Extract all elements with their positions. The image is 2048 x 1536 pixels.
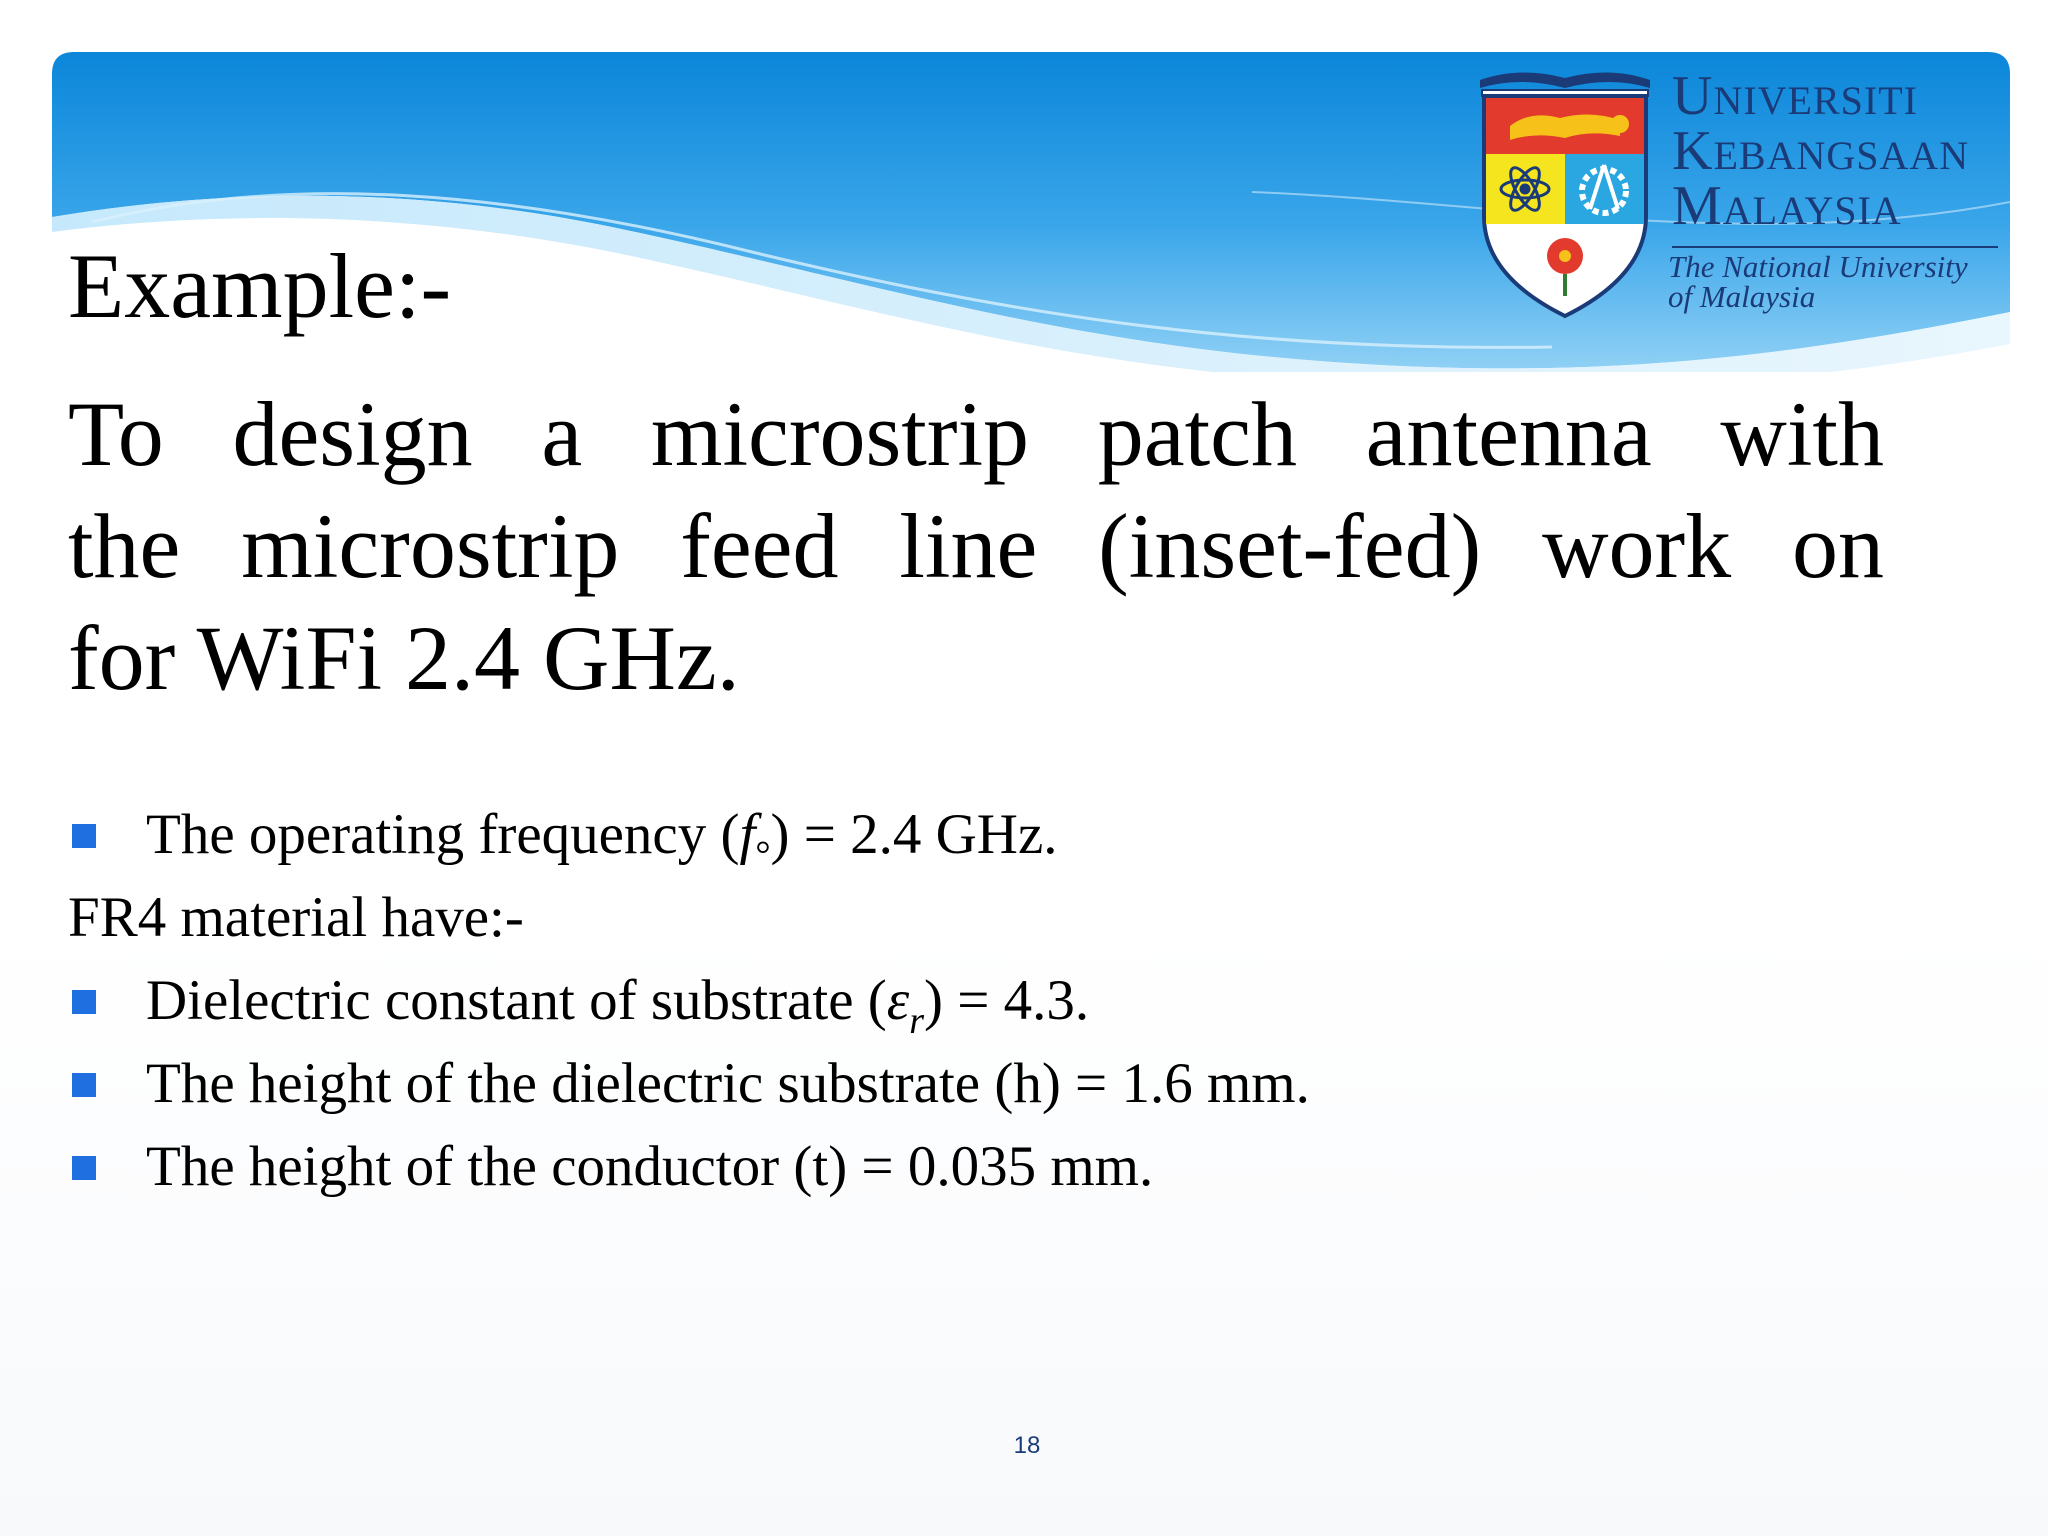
list-heading-fr4: FR4 material have:- — [68, 886, 524, 949]
parameter-list — [68, 800, 1868, 1215]
frequency-subscript: ° — [755, 834, 771, 876]
university-name — [1672, 65, 1970, 237]
university-name-line-3: MALAYSIA — [1672, 175, 1902, 237]
problem-statement-line-3: for WiFi 2.4 GHz. — [68, 607, 740, 709]
epsilon-subscript: r — [909, 1000, 924, 1042]
problem-statement-line-1: To design a microstrip patch antenna with — [68, 383, 1884, 485]
square-bullet-icon — [72, 824, 96, 848]
square-bullet-icon — [72, 1073, 96, 1097]
epsilon-symbol: ε — [886, 969, 910, 1032]
university-name-line-1: UNIVERSITI — [1672, 65, 1918, 127]
problem-statement — [68, 378, 1884, 714]
problem-statement-line-2: the microstrip feed line (inset-fed) work on — [68, 495, 1884, 597]
square-bullet-icon — [72, 990, 96, 1014]
university-tagline-line-2: of Malaysia — [1668, 279, 1816, 314]
slide-title: Example:- — [68, 235, 452, 337]
square-bullet-icon — [72, 1156, 96, 1180]
list-item-operating-frequency: The operating frequency $(f^\circ) = 2.4$ GHz. — [68, 800, 1868, 883]
university-tagline — [1668, 249, 1968, 314]
university-name-line-2: KEBANGSAAN — [1672, 120, 1970, 182]
university-name-rule — [1672, 246, 1998, 248]
list-item-conductor-height: The height of the conductor (t) = 0.035 mm. — [68, 1132, 1868, 1215]
list-item-dielectric-constant: Dielectric constant of substrate $(\varepsilon_r) = 4.3$. — [68, 966, 1868, 1049]
university-tagline-line-1: The National University — [1668, 249, 1968, 284]
page-number: 18 — [1013, 1432, 1041, 1459]
university-crest-icon — [1470, 66, 1660, 326]
frequency-symbol: f — [739, 803, 756, 866]
list-item-substrate-height: The height of the dielectric substrate (h) = 1.6 mm. — [68, 1049, 1868, 1132]
